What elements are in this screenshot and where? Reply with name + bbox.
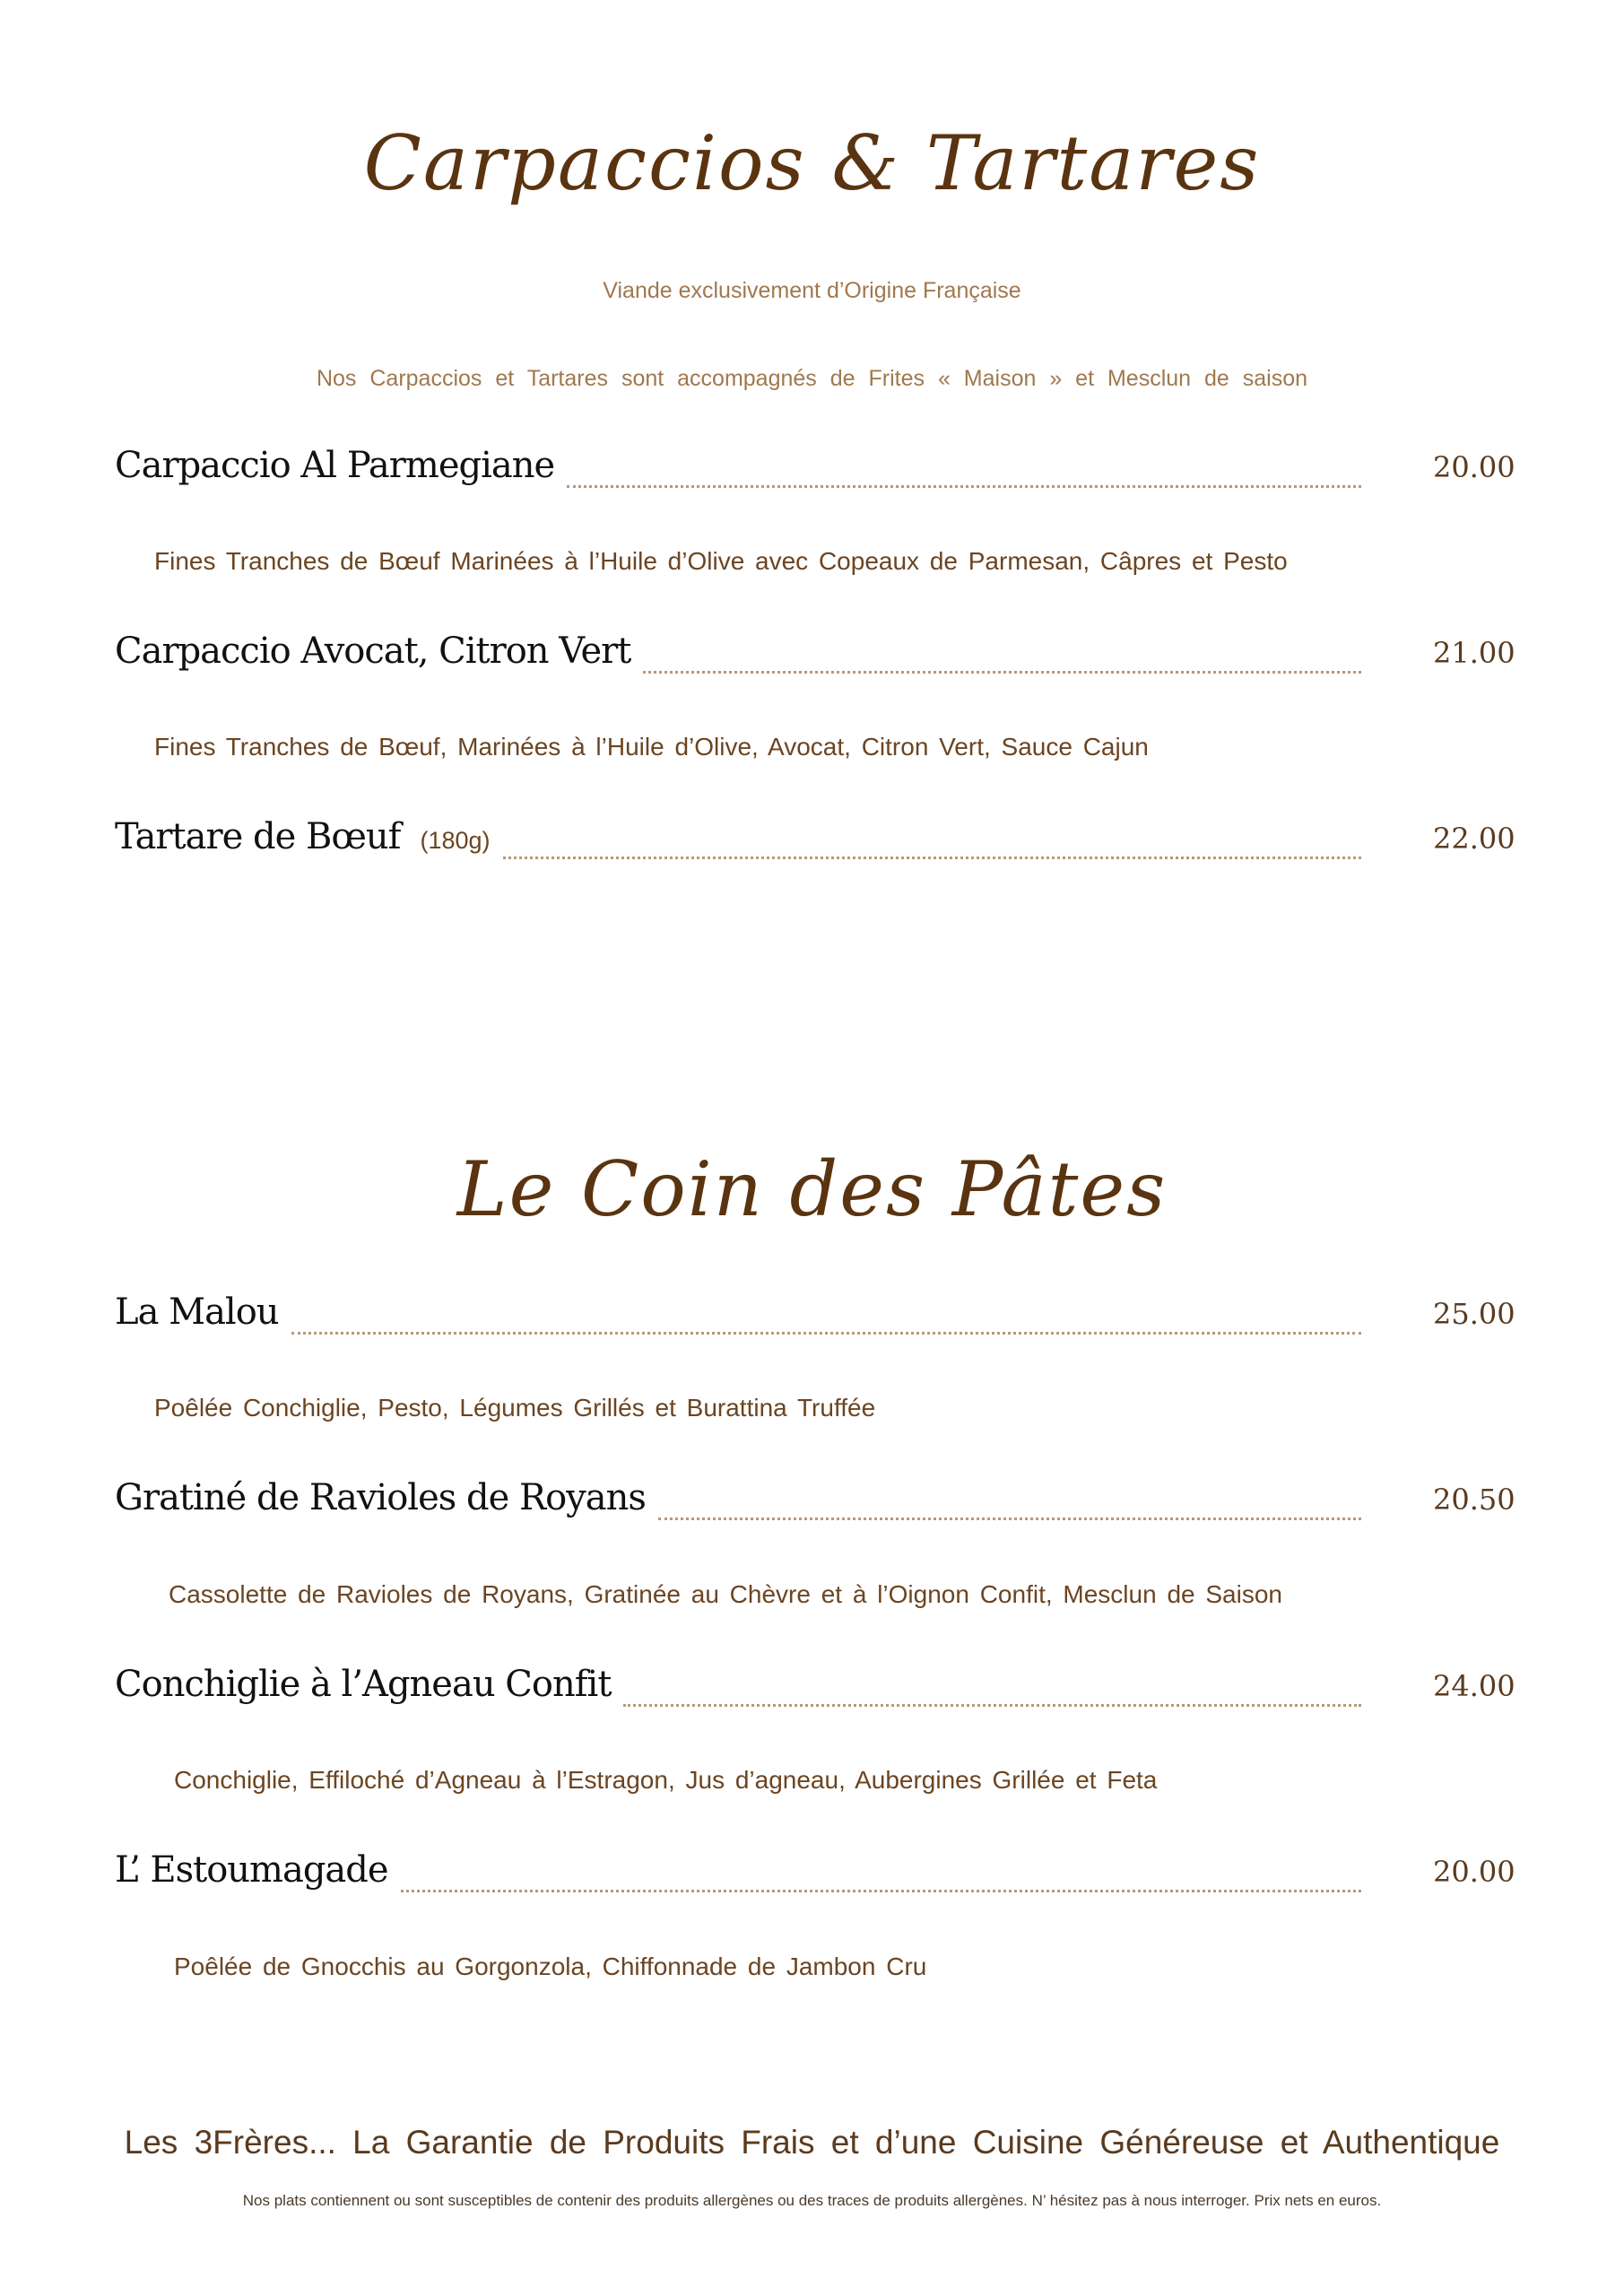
menu-item-price: 21.00 xyxy=(1433,636,1515,670)
leader-dots xyxy=(623,1704,1361,1707)
menu-item-name: Gratiné de Ravioles de Royans xyxy=(115,1477,646,1518)
menu-item-price: 25.00 xyxy=(1433,1297,1515,1331)
footer-tagline: Les 3Frères... La Garantie de Produits Frais et d’une Cuisine Généreuse et Authentique xyxy=(124,2124,1500,2161)
menu-item-description: Fines Tranches de Bœuf, Marinées à l’Huile d’Olive, Avocat, Citron Vert, Sauce Cajun xyxy=(154,733,1149,761)
menu-item xyxy=(115,1477,1514,1531)
menu-item xyxy=(115,1849,1514,1903)
menu-item xyxy=(115,816,1514,870)
menu-item-price: 20.50 xyxy=(1433,1483,1515,1517)
footer-legal-notice: Nos plats contiennent ou sont susceptibles de contenir des produits allergènes ou des traces de produits allergènes. N’ hésitez pas à nous interroger. Prix nets en euros. xyxy=(242,2192,1382,2209)
menu-item-description: Conchiglie, Effiloché d’Agneau à l’Estragon, Jus d’agneau, Aubergines Grillée et Feta xyxy=(174,1766,1158,1794)
menu-item-name: Tartare de Bœuf xyxy=(115,816,401,857)
menu-item-description: Fines Tranches de Bœuf Marinées à l’Huile d’Olive avec Copeaux de Parmesan, Câpres et Pesto xyxy=(154,547,1288,575)
leader-dots xyxy=(658,1518,1361,1520)
menu-item-name: Carpaccio Al Parmegiane xyxy=(115,445,555,486)
section-title-carpaccios: Carpaccios & Tartares xyxy=(363,119,1261,207)
menu-item-name: L’ Estoumagade xyxy=(115,1849,388,1891)
menu-item xyxy=(115,1664,1514,1718)
menu-item-price: 24.00 xyxy=(1433,1669,1515,1703)
leader-dots xyxy=(291,1332,1361,1335)
leader-dots xyxy=(643,671,1361,674)
leader-dots xyxy=(401,1890,1361,1892)
menu-item-description: Poêlée de Gnocchis au Gorgonzola, Chiffonnade de Jambon Cru xyxy=(174,1952,927,1980)
menu-item xyxy=(115,445,1514,499)
menu-item xyxy=(115,1292,1514,1345)
menu-item-description: Cassolette de Ravioles de Royans, Gratinée au Chèvre et à l’Oignon Confit, Mesclun de Saison xyxy=(169,1580,1282,1608)
menu-item-name: Carpaccio Avocat, Citron Vert xyxy=(115,631,631,672)
menu-item-price: 20.00 xyxy=(1433,450,1515,484)
menu-item xyxy=(115,631,1514,684)
section-note-sides: Nos Carpaccios et Tartares sont accompagnés de Frites « Maison » et Mesclun de saison xyxy=(316,366,1308,391)
leader-dots xyxy=(503,857,1361,859)
menu-item-description: Poêlée Conchiglie, Pesto, Légumes Grillés et Burattina Truffée xyxy=(154,1394,876,1422)
menu-item-name: La Malou xyxy=(115,1292,279,1333)
leader-dots xyxy=(567,485,1361,488)
section-title-pates: Le Coin des Pâtes xyxy=(456,1145,1168,1233)
menu-item-price: 20.00 xyxy=(1433,1855,1515,1889)
menu-item-quantity: (180g) xyxy=(420,827,491,854)
menu-item-name: Conchiglie à l’Agneau Confit xyxy=(115,1664,612,1705)
menu-item-price: 22.00 xyxy=(1433,822,1515,856)
section-note-origin: Viande exclusivement d’Origine Française xyxy=(603,278,1021,303)
